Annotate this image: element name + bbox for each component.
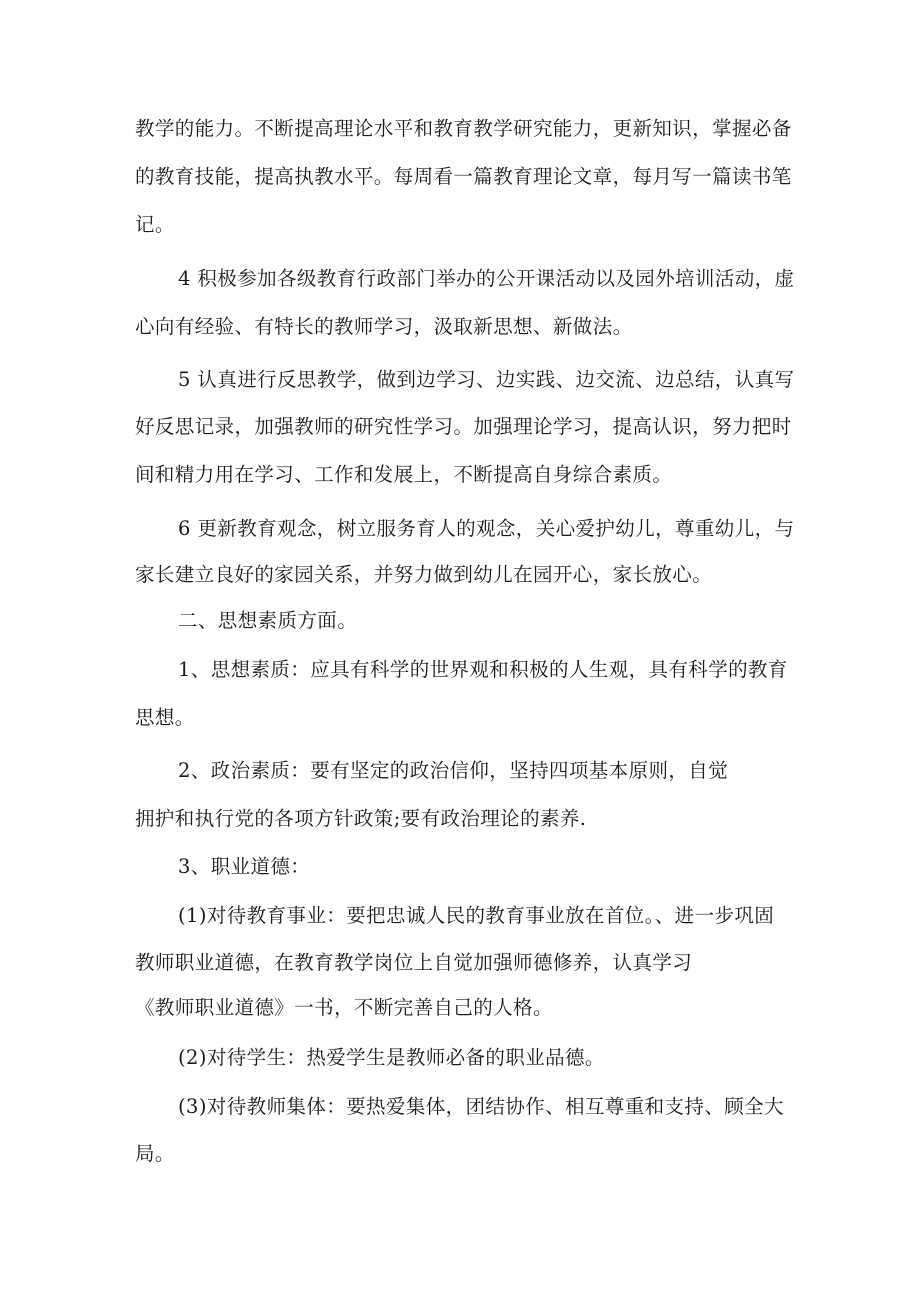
text-line: (1)对待教育事业：要把忠诚人民的教育事业放在首位。、进一步巩固 (178, 904, 775, 927)
text-line: 1、思想素质：应具有科学的世界观和积极的人生观，具有科学的教育 (178, 658, 788, 681)
text-line: 思想。 (135, 706, 195, 729)
text-line: 教学的能力。不断提高理论水平和教育教学研究能力，更新知识，掌握必备 (135, 117, 792, 140)
text-line: 记。 (135, 213, 175, 236)
text-line: 间和精力用在学习、工作和发展上，不断提高自身综合素质。 (135, 463, 673, 486)
text-line: 教师职业道德，在教育教学岗位上自觉加强师德修养，认真学习 (135, 951, 693, 974)
text-line: 5 认真进行反思教学，做到边学习、边实践、边交流、边总结，认真写 (178, 368, 795, 391)
text-line: 心向有经验、有特长的教师学习，汲取新思想、新做法。 (135, 315, 633, 338)
text-line: 6 更新教育观念，树立服务育人的观念，关心爱护幼儿，尊重幼儿，与 (178, 517, 795, 540)
text-line: 《教师职业道德》一书，不断完善自己的人格。 (135, 996, 553, 1019)
text-line: (2)对待学生：热爱学生是教师必备的职业品德。 (178, 1046, 605, 1069)
section-heading: 二、思想素质方面。 (178, 609, 358, 632)
text-line: 局。 (135, 1142, 175, 1165)
text-line: 2、政治素质：要有坚定的政治信仰，坚持四项基本原则，自觉 (178, 759, 729, 782)
text-line: 家长建立良好的家园关系，并努力做到幼儿在园开心，家长放心。 (135, 563, 713, 586)
text-line: (3)对待教师集体：要热爱集体，团结协作、相互尊重和支持、顾全大 (178, 1095, 784, 1118)
text-line: 3、职业道德： (178, 855, 311, 878)
text-line: 拥护和执行党的各项方针政策;要有政治理论的素养. (135, 807, 587, 830)
text-line: 好反思记录，加强教师的研究性学习。加强理论学习，提高认识，努力把时 (135, 415, 792, 438)
text-line: 4 积极参加各级教育行政部门举办的公开课活动以及园外培训活动，虚 (178, 267, 795, 290)
text-line: 的教育技能，提高执教水平。每周看一篇教育理论文章，每月写一篇读书笔 (135, 165, 792, 188)
